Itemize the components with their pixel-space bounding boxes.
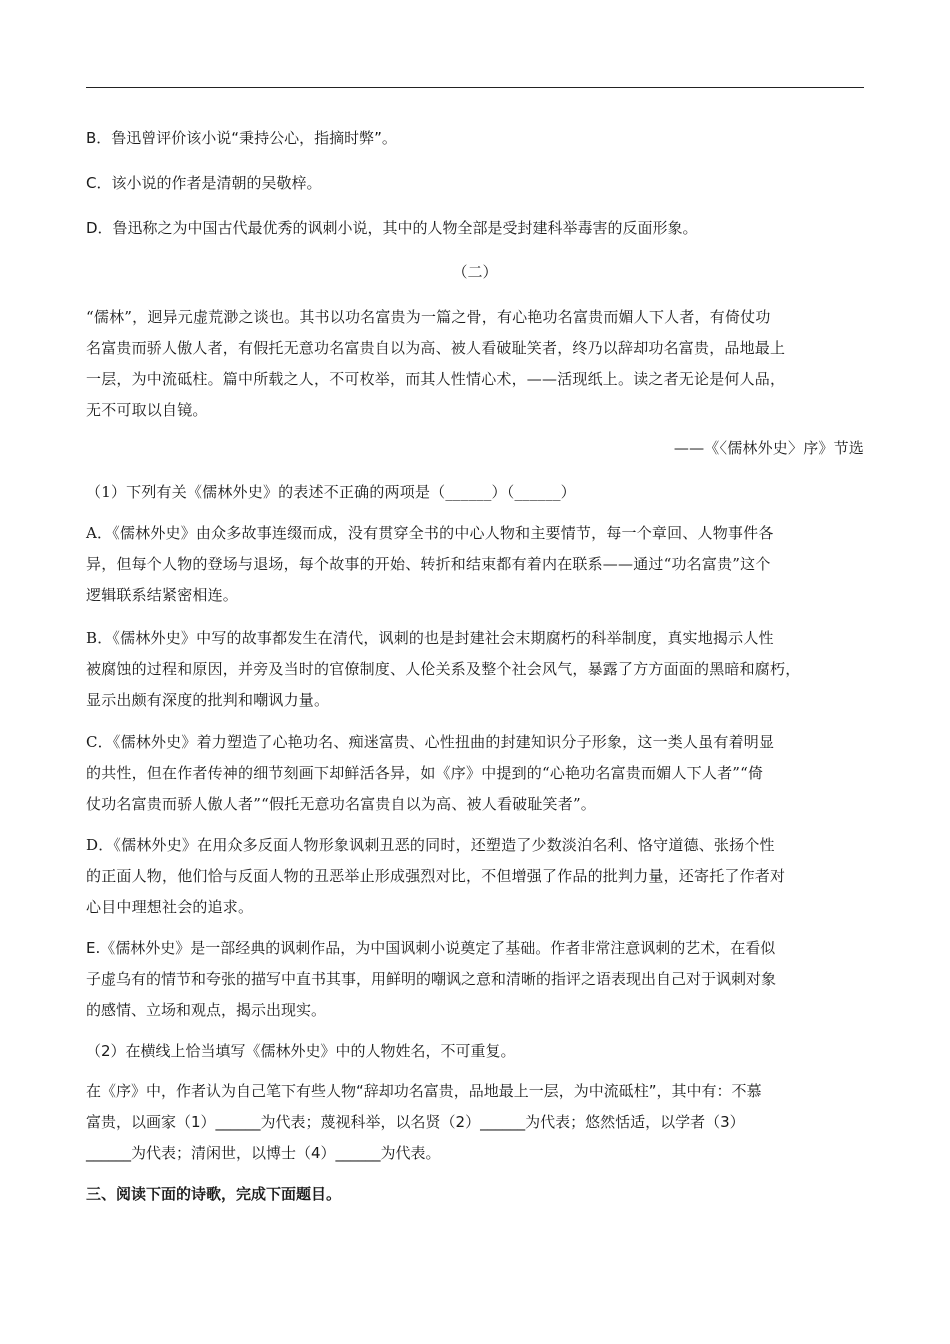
passage-source: ——《〈儒林外史〉序》节选: [673, 439, 864, 457]
passage-line: 无不可取以自镜。: [86, 401, 208, 419]
q1-option-line: 子虚乌有的情节和夸张的描写中直书其事，用鲜明的嘲讽之意和清晰的指评之语表现出自己对于讽刺对象: [86, 970, 777, 988]
passage-line: “儒林”，迥异元虚荒渺之谈也。其书以功名富贵为一篇之骨，有心艳功名富贵而媚人下人者，有倚仗功: [86, 308, 771, 326]
option-d: D．鲁迅称之为中国古代最优秀的讽刺小说，其中的人物全部是受封建科举毒害的反面形象。: [86, 219, 698, 237]
passage-line: 一层，为中流砥柱。篇中所载之人，不可枚举，而其人性情心术，——活现纸上。读之者无论是何人品，: [86, 370, 786, 388]
q1-option-d: [86, 830, 866, 923]
q1-option-b: [86, 623, 866, 716]
question-2-prompt: （2）在横线上恰当填写《儒林外史》中的人物姓名，不可重复。: [86, 1042, 516, 1060]
q1-option-line: 心目中理想社会的追求。: [86, 898, 254, 916]
q2-body-line: 在《序》中，作者认为自己笔下有些人物“辞却功名富贵，品地最上一层，为中流砥柱”，其中有：不慕: [86, 1082, 762, 1100]
q1-option-a: [86, 518, 866, 611]
section-two-heading: （二）: [452, 263, 498, 281]
header-rule: [86, 87, 864, 88]
question-1-prompt: （1）下列有关《儒林外史》的表述不正确的两项是（______）（______）: [86, 483, 576, 501]
q1-option-line: C．《儒林外史》着力塑造了心艳功名、痴迷富贵、心性扭曲的封建知识分子形象，这一类人虽有着明显: [86, 733, 775, 751]
q1-option-line: A．《儒林外史》由众多故事连缀而成，没有贯穿全书的中心人物和主要情节，每一个章回、人物事件各: [86, 524, 774, 542]
q1-option-line: 的感情、立场和观点，揭示出现实。: [86, 1001, 327, 1019]
q1-option-line: 逻辑联系结紧密相连。: [86, 586, 239, 604]
q1-option-line: 的共性，但在作者传神的细节刻画下却鲜活各异，如《序》中提到的“心艳功名富贵而媚人下人者”“倚: [86, 764, 764, 782]
q1-option-line: 的正面人物，他们恰与反面人物的丑恶举止形成强烈对比，不但增强了作品的批判力量，还寄托了作者对: [86, 867, 786, 885]
option-c: C．该小说的作者是清朝的吴敬梓。: [86, 174, 322, 192]
q1-option-line: 异，但每个人物的登场与退场，每个故事的开始、转折和结束都有着内在联系——通过“功名富贵”这个: [86, 555, 771, 573]
section-three-heading: 三、阅读下面的诗歌，完成下面题目。: [86, 1185, 342, 1203]
q1-option-e: [86, 933, 866, 1026]
q1-option-line: 仗功名富贵而骄人傲人者”“假托无意功名富贵自以为高、被人看破耻笑者”。: [86, 795, 597, 813]
q1-option-c: [86, 727, 866, 820]
q1-option-line: B．《儒林外史》中写的故事都发生在清代，讽刺的也是封建社会末期腐朽的科举制度，真实地揭示人性: [86, 629, 774, 647]
q1-option-line: E.《儒林外史》是一部经典的讽刺作品，为中国讽刺小说奠定了基础。作者非常注意讽刺的艺术，在看似: [86, 939, 776, 957]
q1-option-line: 显示出颇有深度的批判和嘲讽力量。: [86, 691, 330, 709]
passage-line: 名富贵而骄人傲人者，有假托无意功名富贵自以为高、被人看破耻笑者，终乃以辞却功名富贵，品地最上: [86, 339, 786, 357]
q1-option-line: 被腐蚀的过程和原因，并旁及当时的官僚制度、人伦关系及整个社会风气，暴露了方方面面的黑暗和腐朽，: [86, 660, 801, 678]
q1-option-line: D．《儒林外史》在用众多反面人物形象讽刺丑恶的同时，还塑造了少数淡泊名利、恪守道德、张扬个性: [86, 836, 775, 854]
passage: [86, 302, 866, 426]
q2-body-line: 富贵，以画家（1）______为代表；蔑视科举，以名贤（2）______为代表；悠然恬适，以学者（3）: [86, 1113, 745, 1131]
q2-body-line: ______为代表；清闲世，以博士（4）______为代表。: [86, 1144, 441, 1162]
question-2-body: [86, 1076, 866, 1169]
option-b: B．鲁迅曾评价该小说“秉持公心，指摘时弊”。: [86, 129, 397, 147]
